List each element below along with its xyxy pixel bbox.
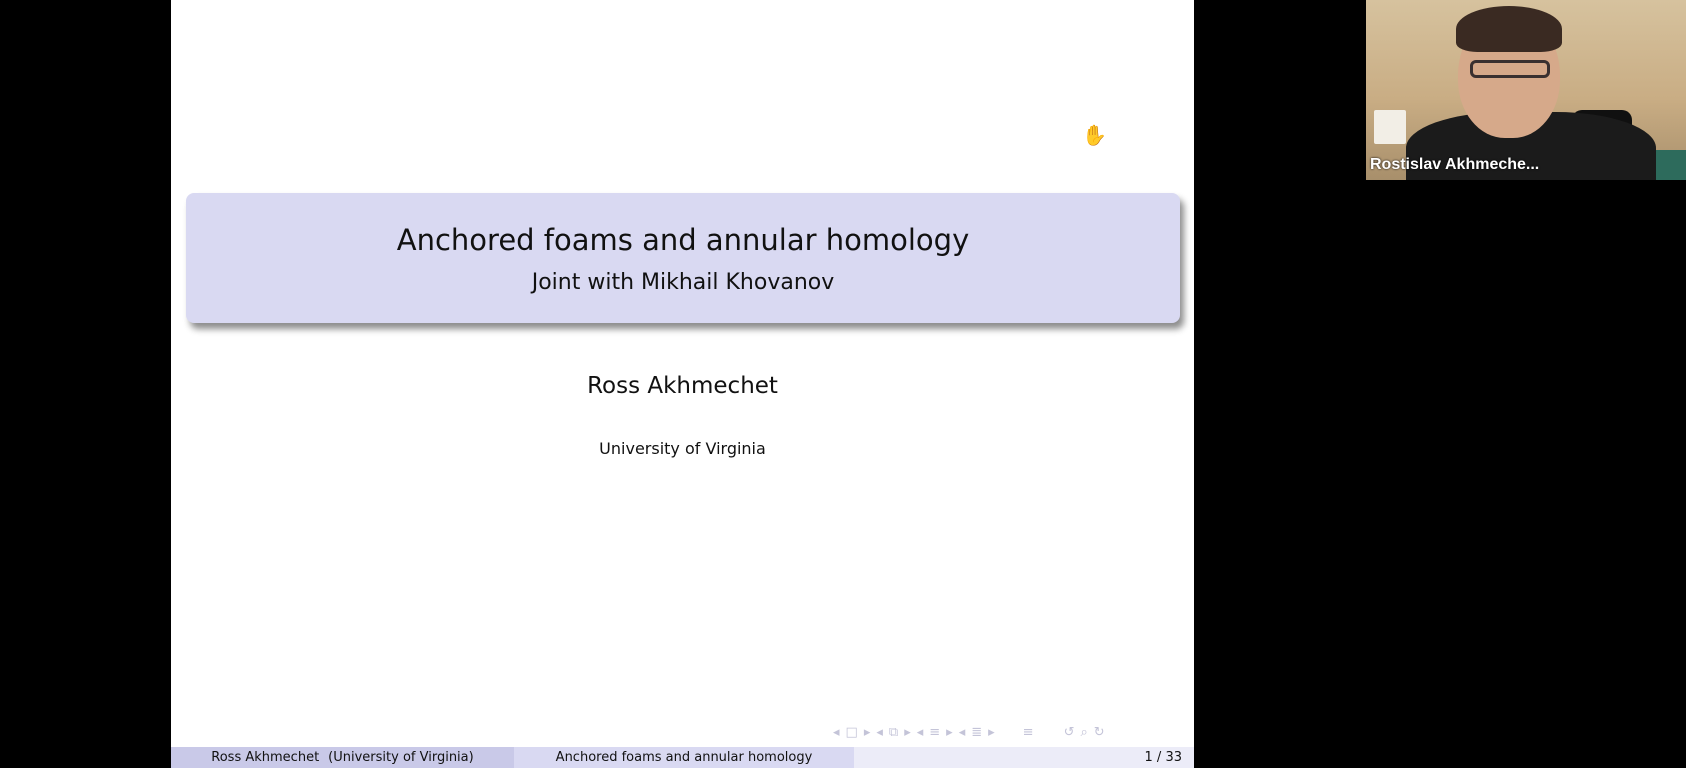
participant-name-label: Rostislav Akhmeche... bbox=[1370, 156, 1540, 173]
nav-next-subsection-icon[interactable]: ▸ bbox=[904, 724, 911, 740]
footer-title-segment bbox=[514, 747, 854, 768]
nav-prev-section-icon[interactable]: ◂ bbox=[916, 724, 924, 740]
nav-doc-icon[interactable]: ≣ bbox=[971, 724, 983, 740]
nav-prev-doc-icon[interactable]: ◂ bbox=[958, 724, 966, 740]
nav-forward-icon[interactable]: ↻ bbox=[1093, 724, 1105, 740]
nav-appendix-icon[interactable]: ≡ bbox=[1022, 724, 1034, 740]
nav-search-icon[interactable]: ⌕ bbox=[1080, 724, 1088, 740]
participant-hair bbox=[1456, 6, 1562, 52]
footer-title: Anchored foams and annular homology bbox=[555, 750, 813, 765]
slide-subtitle: Joint with Mikhail Khovanov bbox=[531, 270, 835, 295]
slide-author: Ross Akhmechet bbox=[587, 373, 778, 399]
slide-institute: University of Virginia bbox=[599, 439, 766, 458]
beamer-navigation-bar[interactable] bbox=[833, 722, 1178, 742]
footer-page-segment bbox=[854, 747, 1194, 768]
footer-institute: (University of Virginia) bbox=[328, 750, 474, 765]
background-window bbox=[1374, 110, 1406, 144]
presentation-slide bbox=[171, 0, 1194, 768]
title-block bbox=[186, 193, 1180, 323]
nav-next-doc-icon[interactable]: ▸ bbox=[988, 724, 995, 740]
footer-page-number: 1 / 33 bbox=[1144, 750, 1182, 765]
nav-prev-subsection-icon[interactable]: ◂ bbox=[876, 724, 883, 740]
nav-next-frame-icon[interactable]: ▸ bbox=[863, 724, 871, 740]
slide-footer bbox=[171, 747, 1194, 768]
nav-back-icon[interactable]: ↺ bbox=[1063, 724, 1075, 740]
nav-prev-frame-icon[interactable]: ◂ bbox=[833, 724, 840, 740]
nav-subsection-icon[interactable]: ⧉ bbox=[888, 724, 899, 740]
participant-glasses bbox=[1470, 60, 1550, 78]
hand-pointer-icon: ✋ bbox=[1082, 123, 1107, 147]
footer-author-segment bbox=[171, 747, 514, 768]
slide-title: Anchored foams and annular homology bbox=[396, 223, 970, 257]
participant-video-tile[interactable] bbox=[1366, 0, 1686, 180]
nav-next-section-icon[interactable]: ▸ bbox=[946, 724, 953, 740]
footer-author: Ross Akhmechet bbox=[211, 750, 320, 765]
nav-frame-icon[interactable]: □ bbox=[845, 724, 858, 740]
nav-section-icon[interactable]: ≡ bbox=[929, 724, 941, 740]
